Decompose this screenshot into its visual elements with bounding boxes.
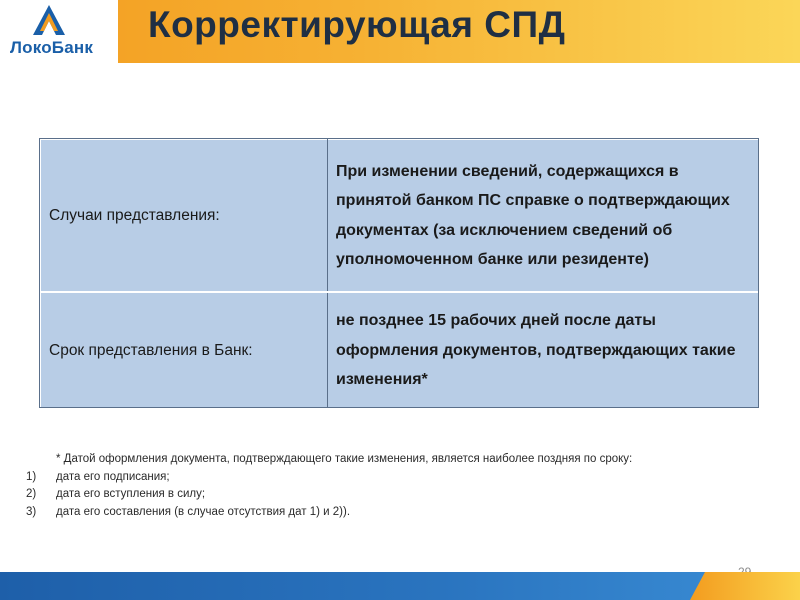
list-item-text: дата его подписания;: [56, 470, 170, 483]
list-item-text: дата его составления (в случае отсутствия дат 1) и 2)).: [56, 505, 351, 518]
value-cell: При изменении сведений, содержащихся в принятой банком ПС справке о подтверждающих документах (за исключением сведений об уполномоченном банке или резиденте): [328, 140, 759, 293]
list-item-number: 1): [26, 470, 37, 483]
logo: [0, 0, 118, 66]
list-item: [22, 504, 762, 522]
table-row: [41, 292, 759, 409]
info-table: [40, 139, 759, 409]
logo-text: ЛокоБанк: [10, 38, 94, 57]
list-item: [22, 469, 762, 487]
footer-banner: [0, 572, 800, 600]
table-row: [41, 140, 759, 293]
footnote-intro: * Датой оформления документа, подтверждающего такие изменения, является наиболее поздняя по сроку:: [56, 453, 633, 465]
list-item-number: 2): [26, 488, 37, 500]
list-item: [22, 486, 762, 504]
label-cell: Случаи представления:: [41, 140, 328, 293]
logo-icon: [32, 4, 66, 36]
list-item-text: дата его вступления в силу;: [56, 488, 206, 500]
page-title: Корректирующая СПД: [148, 4, 566, 45]
label-cell: Срок представления в Банк:: [41, 292, 328, 409]
value-cell: не позднее 15 рабочих дней после даты оформления документов, подтверждающих такие изменения*: [328, 292, 759, 409]
footnote: [22, 451, 762, 521]
list-item-number: 3): [26, 505, 37, 518]
